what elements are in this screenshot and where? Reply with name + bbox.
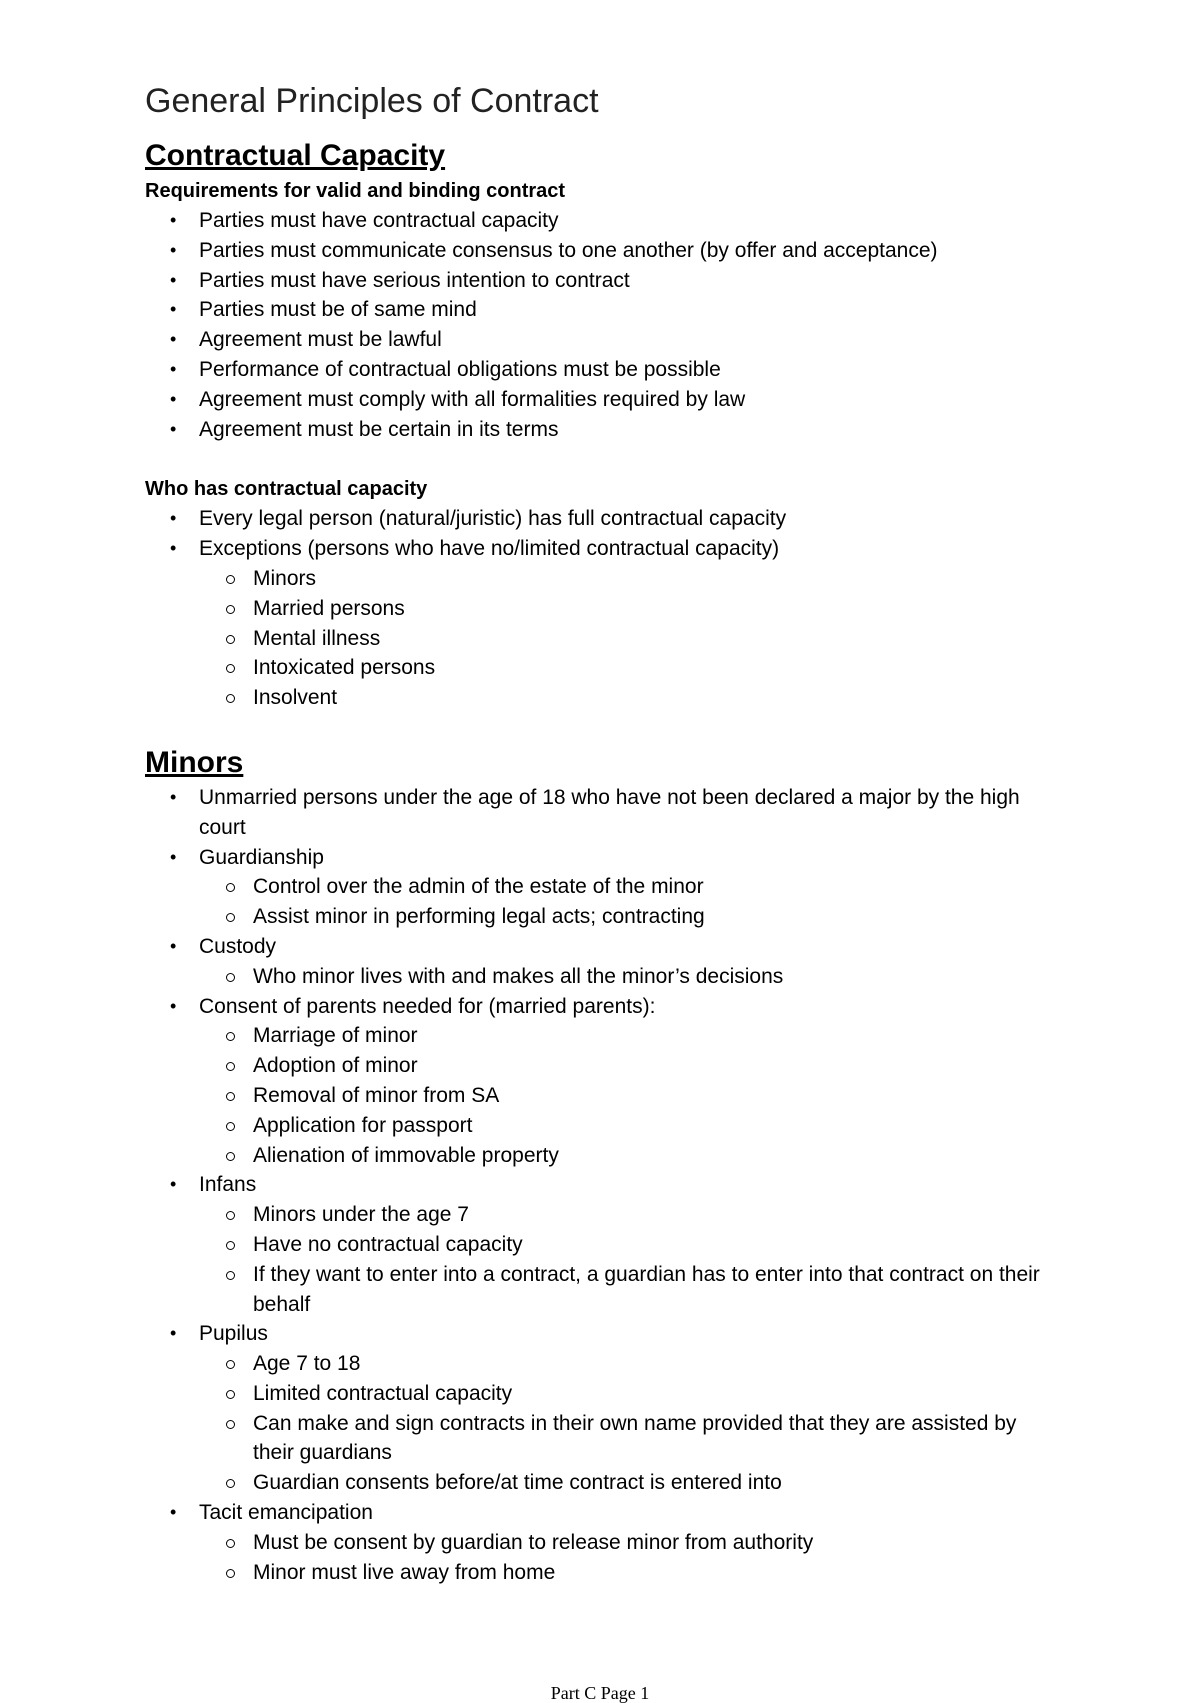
list-item: • Parties must have contractual capacity	[145, 206, 1045, 236]
sub-list-item: Have no contractual capacity	[145, 1230, 1045, 1260]
list-item: • Agreement must be certain in its terms	[145, 415, 1045, 445]
sub-list-item: Married persons	[145, 594, 1045, 624]
section-heading-minors: Minors	[145, 745, 244, 779]
sub-list-item: Limited contractual capacity	[145, 1379, 1045, 1409]
minors-list	[145, 783, 1045, 1588]
sub-list-item: Alienation of immovable property	[145, 1141, 1045, 1171]
list-item: • Performance of contractual obligations must be possible	[145, 355, 1045, 385]
sub-list-item: Insolvent	[145, 683, 1045, 713]
list-item-text: Pupilus	[199, 1322, 268, 1346]
list-item	[145, 783, 1045, 843]
list-item	[145, 1319, 1045, 1498]
subheading-requirements: Requirements for valid and binding contract	[145, 180, 566, 202]
list-item-text: Infans	[199, 1173, 257, 1197]
list-item: • Agreement must comply with all formalities required by law	[145, 385, 1045, 415]
list-item	[145, 932, 1045, 992]
sub-list	[199, 1021, 1045, 1170]
document-title: General Principles of Contract	[145, 82, 599, 120]
list-item-text: Guardianship	[199, 845, 324, 869]
list-item	[145, 992, 1045, 1171]
list-item-text: Exceptions (persons who have no/limited contractual capacity)	[199, 537, 780, 561]
sub-list-item: Control over the admin of the estate of the minor	[145, 872, 1045, 902]
list-item: • Parties must be of same mind	[145, 295, 1045, 325]
list-item: • Parties must have serious intention to contract	[145, 266, 1045, 296]
subheading-who-has-capacity: Who has contractual capacity	[145, 478, 428, 501]
list-item-text: Unmarried persons under the age of 18 who have not been declared a major by the high court	[199, 785, 1020, 839]
sub-list-item: Adoption of minor	[145, 1051, 1045, 1081]
sub-list-item: Minor must live away from home	[145, 1558, 1045, 1588]
capacity-list	[145, 504, 1045, 713]
sub-list	[199, 1528, 1045, 1588]
sub-list-item: Assist minor in performing legal acts; contracting	[145, 902, 1045, 932]
sub-list-item: Intoxicated persons	[145, 653, 1045, 683]
list-item	[145, 1170, 1045, 1319]
sub-list-item: Removal of minor from SA	[145, 1081, 1045, 1111]
sub-list-item: Marriage of minor	[145, 1021, 1045, 1051]
list-item: • Parties must communicate consensus to one another (by offer and acceptance)	[145, 236, 1045, 266]
sub-list-item: If they want to enter into a contract, a guardian has to enter into that contract on their behalf	[145, 1260, 1045, 1320]
list-item-text: Tacit emancipation	[199, 1501, 373, 1525]
sub-list-item: Minors under the age 7	[145, 1200, 1045, 1230]
sub-list-item: Who minor lives with and makes all the minor’s decisions	[145, 962, 1045, 992]
list-item	[145, 534, 1045, 713]
page-footer: Part C Page 1	[550, 1683, 650, 1703]
exceptions-list	[199, 564, 1045, 713]
list-item: • Agreement must be lawful	[145, 325, 1045, 355]
list-item	[145, 843, 1045, 932]
sub-list-item: Can make and sign contracts in their own name provided that they are assisted by their guardians	[145, 1409, 1045, 1469]
sub-list-item: Minors	[145, 564, 1045, 594]
sub-list	[199, 1349, 1045, 1498]
sub-list-item: Guardian consents before/at time contract is entered into	[145, 1468, 1045, 1498]
list-item-text: Consent of parents needed for (married parents):	[199, 994, 656, 1018]
sub-list-item: Age 7 to 18	[145, 1349, 1045, 1379]
list-item-text: Custody	[199, 934, 277, 958]
requirements-list	[145, 206, 1045, 444]
sub-list-item: Must be consent by guardian to release minor from authority	[145, 1528, 1045, 1558]
list-item	[145, 1498, 1045, 1587]
sub-list	[199, 872, 1045, 932]
sub-list	[199, 962, 1045, 992]
sub-list	[199, 1200, 1045, 1319]
sub-list-item: Application for passport	[145, 1111, 1045, 1141]
sub-list-item: Mental illness	[145, 624, 1045, 654]
section-heading-contractual-capacity: Contractual Capacity	[145, 139, 446, 172]
document-page	[145, 78, 1045, 1587]
list-item: • Every legal person (natural/juristic) has full contractual capacity	[145, 504, 1045, 534]
